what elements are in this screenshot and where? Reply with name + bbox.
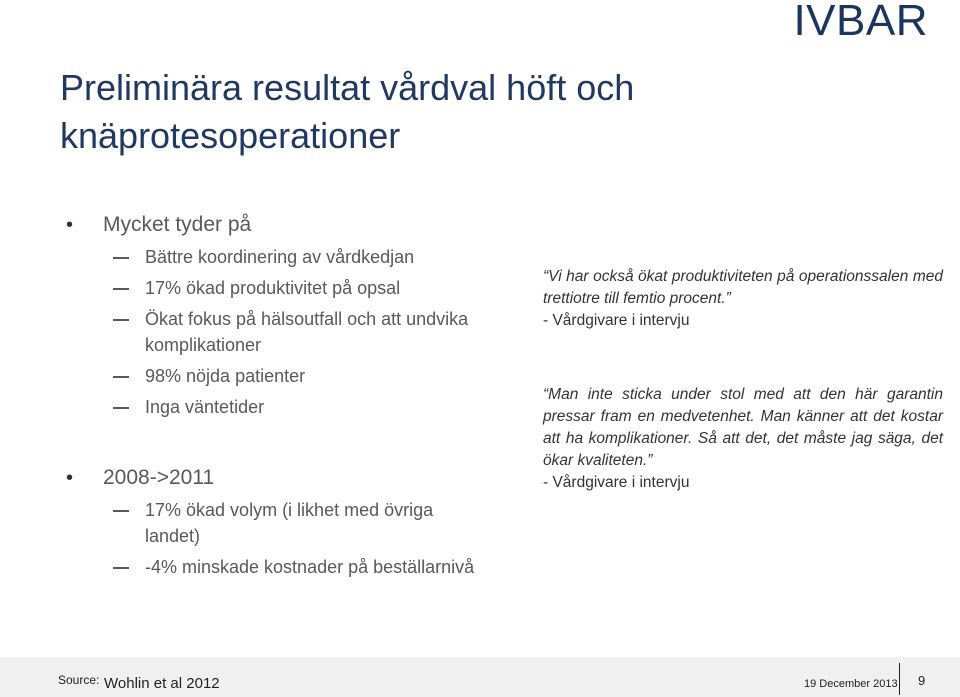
sub-bullet-text: Bättre koordinering av vårdkedjan [145,247,415,267]
quote-text: “Man inte sticka under stol med att den här garantin pressar fram en medvetenhet. Man känner att det kostar att ha komplikationer. Så att det, det måste jag säga, det ökar kvaliteten.” [543,386,943,469]
bullet-icon: • [66,467,74,489]
dash-icon [113,510,129,512]
sub-bullet-text: Ökat fokus på hälsoutfall och att undvika komplikationer [145,309,469,355]
ivbar-logo: IVBAR [793,0,928,45]
quote-attribution: - Vårdgivare i intervju [543,312,690,329]
footer-divider [899,663,900,695]
page-number: 9 [918,673,926,688]
footer-bar [0,657,960,697]
dash-icon [113,567,129,569]
bullet-item [60,210,480,240]
dash-icon [113,407,129,409]
sub-bullet-text: 17% ökad volym (i likhet med övriga landet) [145,500,434,546]
sub-bullet-item [60,497,480,549]
footer-date: 19 December 2013 [804,678,898,690]
bullet-icon: • [66,214,74,236]
sub-bullet-item [60,363,480,389]
dash-icon [113,257,129,259]
quote-attribution: - Vårdgivare i intervju [543,474,690,491]
bullet-text: 2008->2011 [103,466,215,489]
sub-bullet-text: Inga väntetider [145,397,265,417]
dash-icon [113,376,129,378]
source-label: Source: [58,673,100,687]
quote-text: “Vi har också ökat produktiviteten på operationssalen med trettiotre till femtio procent.” [543,268,943,307]
bullet-list [60,210,480,585]
source-text: Wohlin et al 2012 [104,675,220,692]
dash-icon [113,288,129,290]
dash-icon [113,319,129,321]
sub-bullet-item [60,554,480,580]
sub-bullet-text: -4% minskade kostnader på beställarnivå [145,557,475,577]
sub-bullet-item [60,244,480,270]
sub-bullet-text: 98% nöjda patienter [145,366,306,386]
sub-bullet-text: 17% ökad produktivitet på opsal [145,278,401,298]
bullet-text: Mycket tyder på [103,213,252,236]
quotes-panel [543,266,943,494]
sub-bullet-item [60,275,480,301]
sub-bullet-item [60,394,480,420]
sub-bullet-item [60,306,480,358]
slide-title: Preliminära resultat vårdval höft och knäprotesoperationer [60,67,635,156]
quote-block [543,266,943,332]
quote-block [543,384,943,494]
bullet-item [60,463,480,493]
